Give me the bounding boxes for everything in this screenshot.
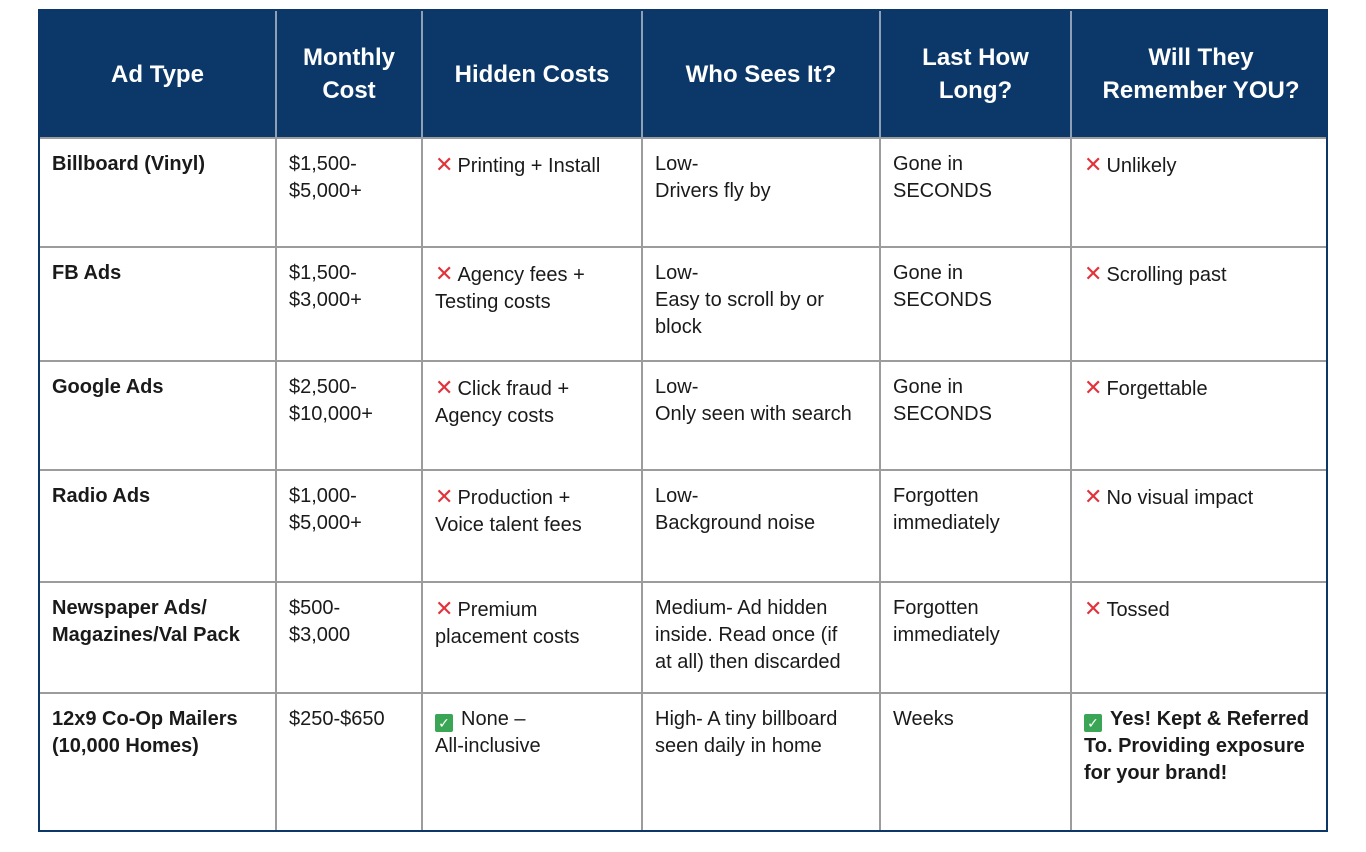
header-text: Long? bbox=[938, 77, 1013, 104]
cell-text: Printing + Install bbox=[457, 155, 601, 177]
cell-last-how-long bbox=[880, 693, 1071, 831]
header-text: Remember YOU? bbox=[1102, 77, 1300, 104]
x-icon: ✕ bbox=[1084, 375, 1103, 400]
cell-who-sees-it bbox=[642, 582, 880, 693]
cell-text: SECONDS bbox=[893, 180, 992, 202]
x-icon: ✕ bbox=[1084, 484, 1103, 509]
x-icon: ✕ bbox=[435, 152, 454, 177]
cell-text: immediately bbox=[893, 512, 1000, 534]
header-row bbox=[40, 11, 1328, 138]
cell-last-how-long bbox=[880, 138, 1071, 247]
table-row bbox=[40, 582, 1328, 693]
check-icon: ✓ bbox=[1084, 714, 1102, 732]
header-text: Who Sees It? bbox=[685, 60, 837, 88]
cell-text: $1,500- bbox=[289, 262, 357, 284]
cell-hidden-costs bbox=[422, 693, 642, 831]
cell-text: Gone in bbox=[893, 153, 964, 175]
header-ad-type bbox=[40, 11, 276, 138]
x-icon: ✕ bbox=[435, 375, 454, 400]
header-text: Will They bbox=[1148, 44, 1254, 71]
cell-text: 12x9 Co-Op Mailers bbox=[52, 708, 238, 730]
cell-text: $3,000+ bbox=[289, 289, 362, 311]
cell-text: Magazines/Val Pack bbox=[52, 624, 240, 646]
cell-hidden-costs bbox=[422, 361, 642, 470]
header-text: Cost bbox=[322, 77, 376, 104]
cell-text: None – bbox=[461, 708, 526, 730]
cell-text: (10,000 Homes) bbox=[52, 735, 199, 757]
cell-text: All-inclusive bbox=[435, 735, 541, 757]
header-monthly-cost bbox=[276, 11, 422, 138]
cell-last-how-long bbox=[880, 247, 1071, 361]
header-text: Ad Type bbox=[111, 60, 204, 88]
cell-text: Easy to scroll by or bbox=[655, 289, 824, 311]
cell-ad-type bbox=[40, 138, 276, 247]
header-last-how-long bbox=[880, 11, 1071, 138]
cell-text: Medium- Ad hidden bbox=[655, 597, 828, 619]
cell-hidden-costs bbox=[422, 247, 642, 361]
cell-text: Click fraud + bbox=[457, 378, 570, 400]
cell-text: $250-$650 bbox=[289, 708, 385, 730]
x-icon: ✕ bbox=[1084, 261, 1103, 286]
cell-text: Only seen with search bbox=[655, 403, 852, 425]
cell-hidden-costs bbox=[422, 470, 642, 582]
cell-monthly-cost bbox=[276, 138, 422, 247]
cell-text: Scrolling past bbox=[1106, 264, 1227, 286]
header-who-sees-it bbox=[642, 11, 880, 138]
cell-text: Drivers fly by bbox=[655, 180, 771, 202]
cell-last-how-long bbox=[880, 582, 1071, 693]
cell-text: To. Providing exposure bbox=[1084, 735, 1305, 757]
x-icon: ✕ bbox=[1084, 152, 1103, 177]
table-body bbox=[40, 138, 1328, 831]
cell-hidden-costs bbox=[422, 582, 642, 693]
cell-monthly-cost bbox=[276, 582, 422, 693]
cell-text: FB Ads bbox=[52, 262, 122, 284]
cell-will-they-remember bbox=[1071, 138, 1328, 247]
cell-text: $500- bbox=[289, 597, 341, 619]
cell-monthly-cost bbox=[276, 470, 422, 582]
cell-text: Low- bbox=[655, 376, 699, 398]
header-will-they-remember bbox=[1071, 11, 1328, 138]
x-icon: ✕ bbox=[435, 484, 454, 509]
cell-will-they-remember bbox=[1071, 470, 1328, 582]
cell-text: Agency costs bbox=[435, 405, 554, 427]
cell-text: Production + bbox=[457, 487, 571, 509]
header-text: Monthly bbox=[303, 44, 395, 71]
cell-last-how-long bbox=[880, 470, 1071, 582]
cell-text: immediately bbox=[893, 624, 1000, 646]
header-text: Hidden Costs bbox=[454, 60, 610, 88]
cell-text: Google Ads bbox=[52, 376, 164, 398]
cell-text: Weeks bbox=[893, 708, 954, 730]
cell-text: Gone in bbox=[893, 262, 964, 284]
comparison-table-container bbox=[38, 9, 1328, 832]
cell-ad-type bbox=[40, 470, 276, 582]
cell-text: Low- bbox=[655, 153, 699, 175]
cell-text: Unlikely bbox=[1106, 155, 1177, 177]
cell-text: No visual impact bbox=[1106, 487, 1254, 509]
cell-monthly-cost bbox=[276, 693, 422, 831]
cell-text: Low- bbox=[655, 485, 699, 507]
cell-text: $2,500- bbox=[289, 376, 357, 398]
cell-text: $5,000+ bbox=[289, 180, 362, 202]
cell-text: Forgotten bbox=[893, 597, 979, 619]
cell-text: Tossed bbox=[1106, 599, 1170, 621]
cell-who-sees-it bbox=[642, 138, 880, 247]
cell-text: Gone in bbox=[893, 376, 964, 398]
cell-text: Forgettable bbox=[1106, 378, 1208, 400]
cell-who-sees-it bbox=[642, 470, 880, 582]
cell-text: Background noise bbox=[655, 512, 816, 534]
check-icon: ✓ bbox=[435, 714, 453, 732]
x-icon: ✕ bbox=[435, 596, 454, 621]
x-icon: ✕ bbox=[435, 261, 454, 286]
cell-text: $5,000+ bbox=[289, 512, 362, 534]
cell-text: Voice talent fees bbox=[435, 514, 582, 536]
cell-will-they-remember bbox=[1071, 247, 1328, 361]
cell-text: Premium bbox=[457, 599, 538, 621]
cell-text: Newspaper Ads/ bbox=[52, 597, 207, 619]
cell-ad-type bbox=[40, 582, 276, 693]
cell-who-sees-it bbox=[642, 247, 880, 361]
ad-comparison-table bbox=[40, 11, 1328, 831]
table-row bbox=[40, 470, 1328, 582]
cell-text: seen daily in home bbox=[655, 735, 822, 757]
x-icon: ✕ bbox=[1084, 596, 1103, 621]
cell-text: for your brand! bbox=[1084, 762, 1228, 784]
cell-text: Radio Ads bbox=[52, 485, 151, 507]
cell-text: $1,000- bbox=[289, 485, 357, 507]
table-row bbox=[40, 693, 1328, 831]
cell-text: SECONDS bbox=[893, 289, 992, 311]
cell-text: placement costs bbox=[435, 626, 580, 648]
cell-who-sees-it bbox=[642, 361, 880, 470]
cell-monthly-cost bbox=[276, 247, 422, 361]
header-hidden-costs bbox=[422, 11, 642, 138]
cell-will-they-remember bbox=[1071, 693, 1328, 831]
cell-text: SECONDS bbox=[893, 403, 992, 425]
table-row bbox=[40, 138, 1328, 247]
cell-monthly-cost bbox=[276, 361, 422, 470]
table-row bbox=[40, 361, 1328, 470]
cell-text: Testing costs bbox=[435, 291, 551, 313]
cell-will-they-remember bbox=[1071, 582, 1328, 693]
cell-text: Agency fees + bbox=[457, 264, 585, 286]
cell-text: Forgotten bbox=[893, 485, 979, 507]
cell-text: Billboard (Vinyl) bbox=[52, 153, 205, 175]
cell-text: $3,000 bbox=[289, 624, 351, 646]
cell-text: $1,500- bbox=[289, 153, 357, 175]
cell-ad-type bbox=[40, 693, 276, 831]
cell-who-sees-it bbox=[642, 693, 880, 831]
cell-hidden-costs bbox=[422, 138, 642, 247]
cell-text: inside. Read once (if bbox=[655, 624, 838, 646]
table-row bbox=[40, 247, 1328, 361]
cell-text: High- A tiny billboard bbox=[655, 708, 838, 730]
cell-ad-type bbox=[40, 247, 276, 361]
cell-text: block bbox=[655, 316, 702, 338]
cell-text: at all) then discarded bbox=[655, 651, 841, 673]
cell-will-they-remember bbox=[1071, 361, 1328, 470]
cell-text: $10,000+ bbox=[289, 403, 373, 425]
cell-ad-type bbox=[40, 361, 276, 470]
cell-text: Low- bbox=[655, 262, 699, 284]
header-text: Last How bbox=[922, 44, 1029, 71]
cell-text: Yes! Kept & Referred bbox=[1110, 708, 1309, 730]
cell-last-how-long bbox=[880, 361, 1071, 470]
